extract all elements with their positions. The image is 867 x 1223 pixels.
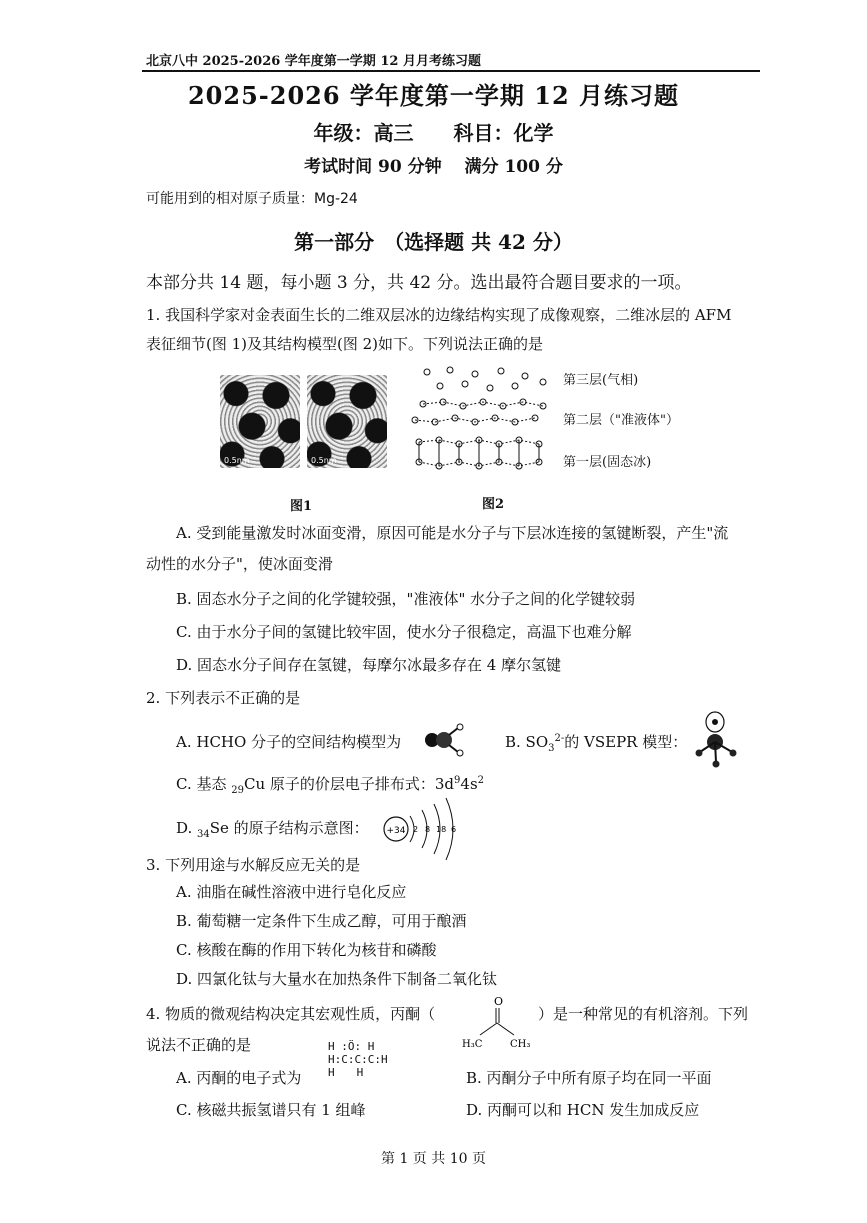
shell-4: 6 bbox=[451, 825, 457, 834]
q2-option-b-sub: 3 bbox=[548, 743, 555, 754]
q3-option-a: A. 油脂在碱性溶液中进行皂化反应 bbox=[176, 883, 407, 901]
grade-subject: 年级：高三 科目：化学 bbox=[313, 121, 554, 145]
q1-option-a-line2: 动性的水分子"，使冰面变滑 bbox=[146, 555, 333, 573]
header-rule bbox=[142, 70, 760, 72]
shell-2: 8 bbox=[425, 825, 431, 834]
acetone-ch3: CH₃ bbox=[510, 1039, 531, 1050]
layer3-label: 第三层(气相) bbox=[563, 373, 639, 388]
q2-option-c-sup2: 2 bbox=[477, 775, 485, 786]
acetone-structure bbox=[458, 993, 538, 1051]
shell-1: 2 bbox=[413, 825, 419, 834]
q3-stem: 3. 下列用途与水解反应无关的是 bbox=[146, 856, 361, 874]
q3-option-b: B. 葡萄糖一定条件下生成乙醇，可用于酿酒 bbox=[176, 912, 467, 930]
q3-option-c: C. 核酸在酶的作用下转化为核苷和磷酸 bbox=[176, 941, 437, 959]
q2-option-b bbox=[505, 731, 687, 754]
part-title: 第一部分 （选择题 共 42 分） bbox=[294, 230, 573, 254]
acetone-oxygen: O bbox=[494, 995, 504, 1008]
acetone-electron-dot bbox=[328, 1040, 388, 1079]
atomic-mass-note: 可能用到的相对原子质量：Mg-24 bbox=[146, 191, 358, 207]
q3-option-d: D. 四氯化钛与大量水在加热条件下制备二氧化钛 bbox=[176, 970, 498, 988]
acetone-h3c: H₃C bbox=[462, 1039, 483, 1050]
exam-info: 考试时间 90 分钟 满分 100 分 bbox=[304, 157, 563, 177]
q4-option-a: A. 丙酮的电子式为 bbox=[176, 1069, 302, 1087]
page-number: 第 1 页 共 10 页 bbox=[381, 1151, 486, 1167]
vsepr-model-icon bbox=[690, 710, 746, 770]
q2-option-b-post: 的 VSEPR 模型： bbox=[564, 733, 688, 751]
q2-option-a: A. HCHO 分子的空间结构模型为 bbox=[176, 733, 402, 751]
edot-row-2: H:C:C:C:H bbox=[328, 1053, 388, 1066]
afm-image-2 bbox=[307, 375, 387, 468]
q2-option-d-post: Se 的原子结构示意图： bbox=[209, 819, 369, 837]
q1-option-d: D. 固态水分子间存在氢键，每摩尔冰最多存在 4 摩尔氢键 bbox=[176, 656, 562, 674]
q1-stem-line2: 表征细节(图 1)及其结构模型(图 2)如下。下列说法正确的是 bbox=[146, 335, 544, 353]
afm-scale-label: 0.5nm bbox=[311, 456, 337, 465]
nucleus-charge: +34 bbox=[386, 826, 406, 836]
q2-option-c-pre: C. 基态 bbox=[176, 775, 232, 793]
q2-option-c-sup1: 9 bbox=[454, 775, 461, 786]
q2-option-d-pre: D. bbox=[176, 819, 198, 837]
hcho-model-icon bbox=[422, 723, 468, 759]
page-title: 2025-2026 学年度第一学期 12 月练习题 bbox=[187, 81, 680, 110]
q2-option-b-pre: B. SO bbox=[505, 733, 549, 751]
q2-option-c-mid: Cu 原子的价层电子排布式：3d bbox=[243, 775, 455, 793]
se-atomic-structure-diagram bbox=[380, 796, 470, 862]
q2-stem: 2. 下列表示不正确的是 bbox=[146, 689, 301, 707]
q4-stem-post: ）是一种常见的有机溶剂。下列 bbox=[538, 1005, 749, 1023]
layer2-label: 第二层（"准液体"） bbox=[563, 413, 679, 428]
q2-option-b-sup: 2- bbox=[554, 733, 565, 744]
q1-option-b: B. 固态水分子之间的化学键较强，"准液体" 水分子之间的化学键较弱 bbox=[176, 590, 636, 608]
q2-option-d-sub: 34 bbox=[197, 829, 210, 840]
q4-option-c: C. 核磁共振氢谱只有 1 组峰 bbox=[176, 1101, 366, 1119]
edot-row-1: H :Ö: H bbox=[328, 1040, 375, 1053]
running-header: 北京八中 2025-2026 学年度第一学期 12 月月考练习题 bbox=[146, 54, 481, 69]
afm-image-1 bbox=[220, 375, 300, 468]
shell-3: 18 bbox=[436, 825, 447, 834]
q2-option-c-mid2: 4s bbox=[460, 775, 478, 793]
q4-stem-line2: 说法不正确的是 bbox=[146, 1036, 252, 1054]
q1-option-a-line1: A. 受到能量激发时冰面变滑，原因可能是水分子与下层冰连接的氢键断裂，产生"流 bbox=[176, 524, 729, 542]
part-instructions: 本部分共 14 题，每小题 3 分，共 42 分。选出最符合题目要求的一项。 bbox=[146, 273, 692, 293]
fig2-label: 图2 bbox=[482, 497, 505, 512]
q4-option-b: B. 丙酮分子中所有原子均在同一平面 bbox=[466, 1069, 712, 1087]
edot-row-3: H H bbox=[328, 1066, 364, 1079]
ice-structure-model bbox=[405, 362, 560, 482]
q2-option-c bbox=[176, 773, 484, 796]
q1-stem-line1: 1. 我国科学家对金表面生长的二维双层冰的边缘结构实现了成像观察，二维冰层的 AFM bbox=[146, 306, 732, 324]
fig1-label: 图1 bbox=[290, 499, 313, 514]
q1-option-c: C. 由于水分子间的氢键比较牢固，使水分子很稳定，高温下也难分解 bbox=[176, 623, 632, 641]
afm-scale-label: 0.5nm bbox=[224, 456, 250, 465]
q2-option-c-sub: 29 bbox=[231, 785, 244, 796]
q2-option-d bbox=[176, 817, 369, 840]
layer1-label: 第一层(固态冰) bbox=[563, 455, 652, 470]
q4-stem-pre: 4. 物质的微观结构决定其宏观性质，丙酮（ bbox=[146, 1005, 436, 1023]
q4-option-d: D. 丙酮可以和 HCN 发生加成反应 bbox=[466, 1101, 700, 1119]
